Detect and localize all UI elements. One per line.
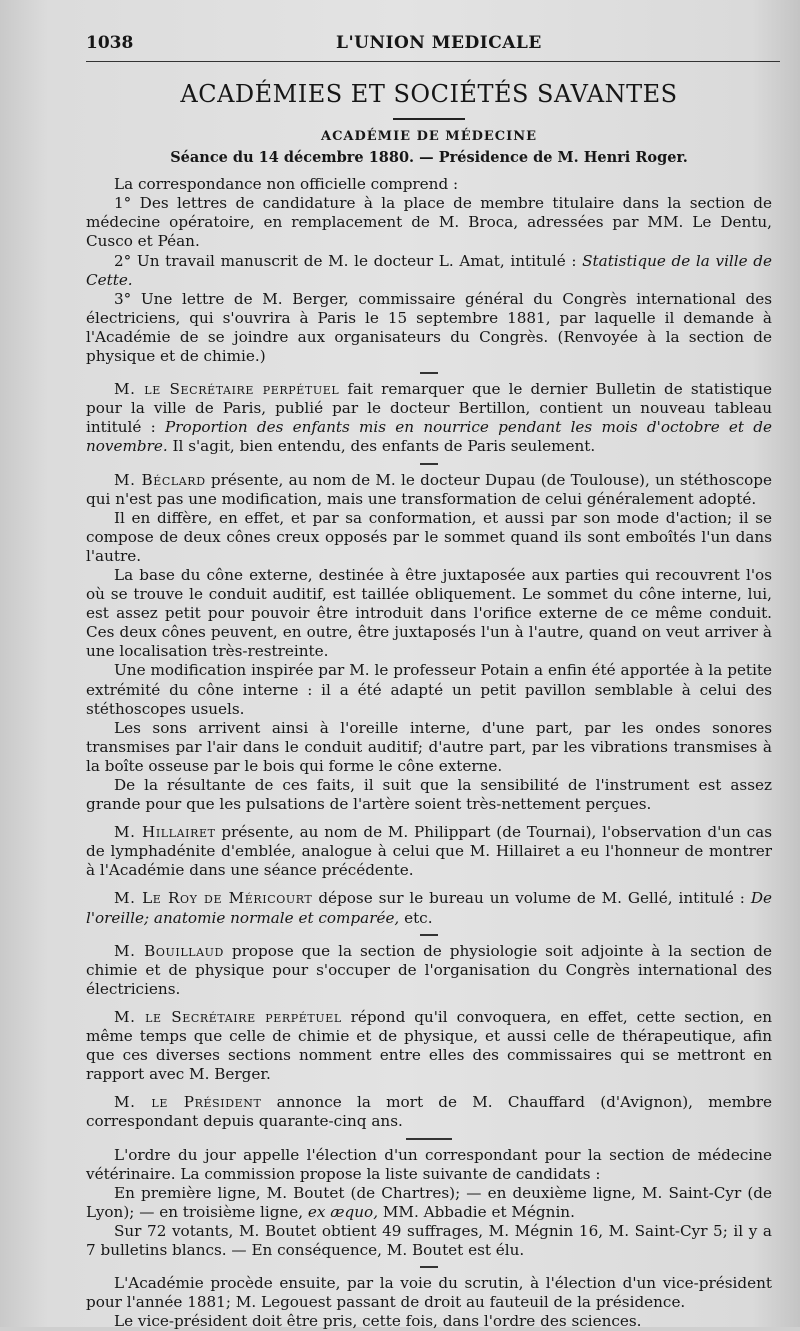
text: répond qu'il convoquera, en effet, cette section, en même temps que celle de chimie et de physique, et aussi celle de thérapeutique, afin que ces diverses sections nomment entre elles des commissaires qui se mettront en rapport avec M. Berger. [86,1007,772,1084]
section-title: ACADÉMIES ET SOCIÉTÉS SAVANTES [180,80,678,109]
paragraph: 1° Des lettres de candidature à la place de membre titulaire dans la section de médecine opératoire, en remplacement de M. Broca, adressées par MM. Le Dentu, Cusco et Péan. [86,194,772,251]
separator [420,372,438,374]
text: En première ligne, M. Boutet (de Chartres); — en deuxième ligne, M. Saint-Cyr (de Lyon); — en troisième ligne, [86,1183,772,1221]
paragraph [86,471,772,509]
running-head [86,34,780,62]
speaker: M. Béclard [114,470,206,489]
text: dépose sur le bureau un volume de M. Gellé, intitulé : [312,889,751,908]
paragraph: De la résultante de ces faits, il suit que la sensibilité de l'instrument est assez grande pour que les pulsations de l'artère soient très-nettement perçues. [86,776,772,814]
italic-title: Proportion des enfants mis en nourrice pendant les mois d'octobre et de novembre. [86,418,772,456]
text: fait remarquer que le dernier Bulletin de statistique pour la ville de Paris, publié par le docteur Bertillon, contient un nouveau tableau intitulé : [86,380,773,437]
italic-phrase: ex æquo, [307,1202,379,1221]
speaker: M. Hillairet [114,823,216,842]
speaker: M. le Secrétaire perpétuel [114,1007,342,1026]
text: 2° Un travail manuscrit de M. le docteur L. Amat, intitulé : [114,251,583,270]
speaker: M. le Président [114,1093,262,1112]
title-rule [393,118,465,120]
italic-title: Statistique de la ville de Cette. [86,251,772,289]
paragraph: L'Académie procède ensuite, par la voie du scrutin, à l'élection d'un vice-président pour l'année 1881; M. Legouest passant de droit au fauteuil de la présidence. [86,1274,772,1312]
paragraph: Le vice-président doit être pris, cette fois, dans l'ordre des sciences. [114,1312,642,1331]
paragraph [86,823,772,880]
paragraph: Sur 72 votants, M. Boutet obtient 49 suffrages, M. Mégnin 16, M. Saint-Cyr 5; il y a 7 bulletins blancs. — En conséquence, M. Boutet est élu. [86,1221,772,1259]
paragraph [86,942,772,999]
academy-heading: ACADÉMIE DE MÉDECINE [320,129,537,145]
speaker: M. le Secrétaire perpétuel [114,380,340,399]
text: présente, au nom de M. le docteur Dupau (de Toulouse), un stéthoscope qui n'est pas une modification, mais une transformation de celui généralement adopté. [86,470,772,508]
separator [420,934,438,936]
separator [420,463,438,465]
paragraph [86,1184,772,1222]
paragraph [86,889,772,927]
text: MM. Abbadie et Mégnin. [378,1202,575,1221]
paragraph: Il en diffère, en effet, et par sa conformation, et aussi par son mode d'action; il se compose de deux cônes creux opposés par le sommet quand ils sont emboîtés l'un dans l'autre. [86,508,772,565]
paragraph: L'ordre du jour appelle l'élection d'un correspondant pour la section de médecine vétérinaire. La commission propose la liste suivante de candidats : [86,1145,772,1183]
separator [406,1138,452,1140]
paragraph: Une modification inspirée par M. le professeur Potain a enfin été apportée à la petite extrémité du cône interne : il a été adapté un petit pavillon semblable à celui des stéthoscopes usuels. [86,661,772,718]
paragraph [86,1093,772,1131]
paragraph [86,1008,772,1084]
text: etc. [399,908,433,927]
session-line: Séance du 14 décembre 1880. — Présidence de M. Henri Roger. [170,149,688,167]
page-number: 1038 [86,33,134,53]
paragraph: 3° Une lettre de M. Berger, commissaire général du Congrès international des électriciens, qui s'ouvrira à Paris le 15 septembre 1881, par laquelle il demande à l'Académie de se joindre aux organisateurs du Congrès. (Renvoyée à la section de physique et de chimie.) [86,289,772,366]
text: Il s'agit, bien entendu, des enfants de Paris seulement. [167,437,596,456]
paragraph [86,252,772,290]
paragraph: La base du cône externe, destinée à être juxtaposée aux parties qui recouvrent l'os où se trouve le conduit auditif, est taillée obliquement. Le sommet du cône interne, lui, est assez petit pour pouvoir être introduit dans l'orifice externe de ce même conduit. Ces deux cônes peuvent, en outre, être juxtaposés l'un à l'autre, quand on veut arriver à une localisation très-restreinte. [86,565,772,661]
speaker: M. Le Roy de Méricourt [114,889,313,908]
text: propose que la section de physiologie soit adjointe à la section de chimie et de physique pour s'occuper de l'organisation du Congrès international des électriciens. [86,941,773,998]
italic-title: De l'oreille; anatomie normale et comparée, [86,889,772,927]
paragraph: Les sons arrivent ainsi à l'oreille interne, d'une part, par les ondes sonores transmises par l'air dans le conduit auditif; d'autre part, par les vibrations transmises à la boîte osseuse par le bois qui forme le cône externe. [86,718,772,775]
paragraph: La correspondance non officielle comprend : [114,175,459,194]
speaker: M. Bouillaud [114,941,224,960]
journal-title: L'UNION MEDICALE [336,33,542,53]
text: annonce la mort de M. Chauffard (d'Avignon), membre correspondant depuis quarante-cinq ans. [86,1093,772,1131]
text: présente, au nom de M. Philippart (de Tournai), l'observation d'un cas de lymphadénite d'emblée, analogue à celui que M. Hillairet a eu l'honneur de montrer à l'Académie dans une séance précédente. [86,823,773,880]
separator [420,1266,438,1268]
paragraph [86,380,772,456]
